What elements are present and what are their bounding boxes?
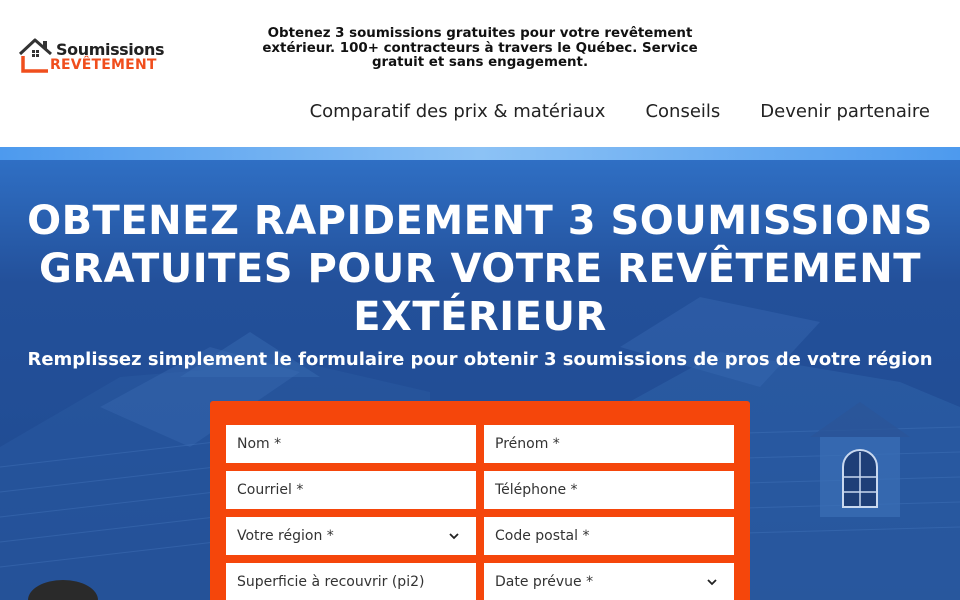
telephone-input[interactable]: [484, 471, 734, 509]
superficie-placeholder: Superficie à recouvrir (pi2): [237, 574, 425, 590]
region-select[interactable]: [226, 517, 476, 555]
quote-request-form: [210, 401, 750, 600]
hero-section: [0, 147, 960, 600]
region-selected-value: Votre région *: [237, 528, 334, 544]
courriel-input[interactable]: [226, 471, 476, 509]
prenom-placeholder: Prénom *: [495, 436, 560, 452]
hero-title: OBTENEZ RAPIDEMENT 3 SOUMISSIONS GRATUITES POUR VOTRE REVÊTEMENT EXTÉRIEUR: [27, 198, 933, 340]
chevron-down-icon: [449, 531, 459, 541]
code-postal-placeholder: Code postal *: [495, 528, 590, 544]
superficie-input[interactable]: [226, 563, 476, 600]
date-prevue-selected-value: Date prévue *: [495, 574, 594, 590]
hero-top-band: [0, 147, 960, 160]
courriel-placeholder: Courriel *: [237, 482, 304, 498]
telephone-placeholder: Téléphone *: [495, 482, 578, 498]
site-header: [0, 0, 960, 147]
site-logo[interactable]: [18, 36, 168, 76]
date-prevue-select[interactable]: [484, 563, 734, 600]
logo-text-revetement: REVÊTEMENT: [50, 57, 157, 73]
logo-text-soumissions: Soumissions: [56, 40, 165, 59]
nav-partenaire-link[interactable]: Devenir partenaire: [760, 101, 930, 122]
code-postal-input[interactable]: [484, 517, 734, 555]
prenom-input[interactable]: [484, 425, 734, 463]
nom-placeholder: Nom *: [237, 436, 282, 452]
chevron-down-icon: [707, 577, 717, 587]
main-nav: [310, 101, 930, 122]
nav-conseils-link[interactable]: Conseils: [645, 101, 721, 122]
hero-subtitle: Remplissez simplement le formulaire pour obtenir 3 soumissions de pros de votre région: [27, 349, 933, 370]
nom-input[interactable]: [226, 425, 476, 463]
header-tagline: Obtenez 3 soumissions gratuites pour votre revêtement extérieur. 100+ contracteurs à travers le Québec. Service gratuit et sans engagement.: [262, 26, 698, 70]
nav-comparatif-link[interactable]: Comparatif des prix & matériaux: [309, 101, 606, 122]
